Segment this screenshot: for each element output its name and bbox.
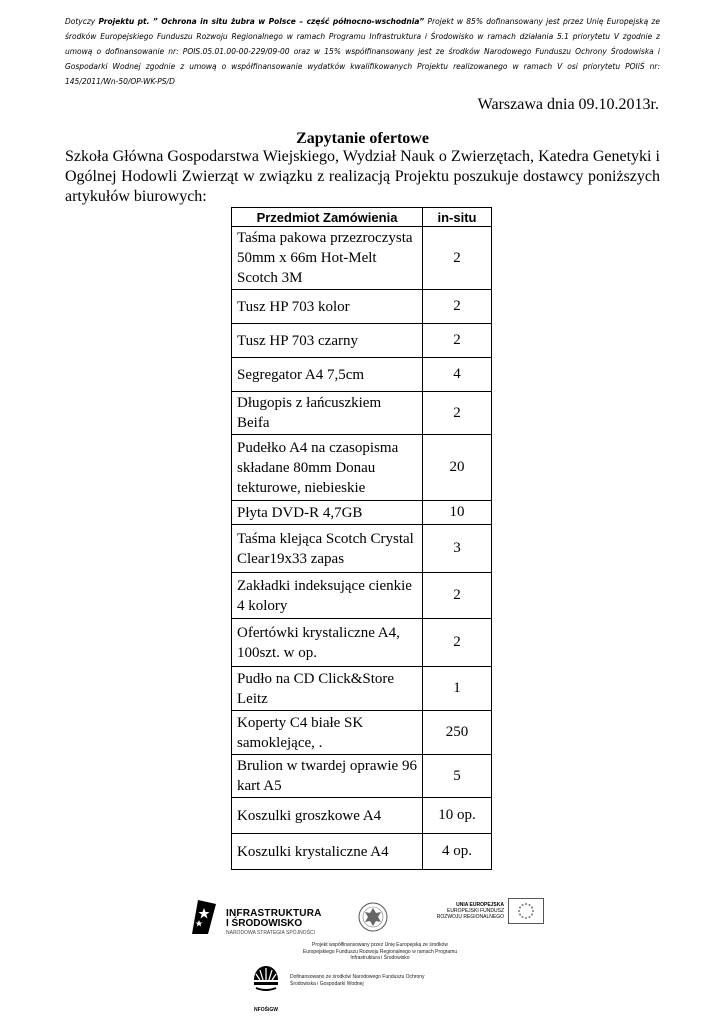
document-title: Zapytanie ofertowe (296, 130, 429, 147)
footer-logos (0, 890, 725, 1024)
eu-line-2: EUROPEJSKI FUNDUSZ (447, 908, 504, 914)
item-quantity: 5 (423, 755, 492, 798)
item-name: Koszulki krystaliczne A4 (232, 834, 423, 870)
table-row (232, 435, 492, 501)
eu-logo (432, 898, 542, 928)
item-name: Zakładki indeksujące cienkie 4 kolory (232, 573, 423, 619)
table-row (232, 755, 492, 798)
item-name: Taśma klejąca Scotch Crystal Clear19x33 zapas (232, 525, 423, 573)
document-date: Warszawa dnia 09.10.2013r. (477, 96, 659, 113)
nfosigw-cofinancing-note: Dofinansowano ze środków Narodowego Funduszu Ochrony Środowiska i Gospodarki Wodnej (290, 974, 425, 987)
item-name: Pudło na CD Click&Store Leitz (232, 667, 423, 711)
project-header-note (65, 14, 660, 89)
infrastruktura-srodowisko-logo (190, 896, 330, 940)
project-name: Projektu pt. ” Ochrona in situ żubra w Polsce – część północno-wschodnia” (98, 17, 425, 26)
item-name: Segregator A4 7,5cm (232, 358, 423, 392)
item-quantity: 4 (423, 358, 492, 392)
nfosigw-logo (251, 962, 281, 1013)
item-name: Tusz HP 703 czarny (232, 324, 423, 358)
order-items-table (231, 207, 492, 870)
eu-logo-text (432, 902, 504, 920)
eu-line-3: ROZWOJU REGIONALNEGO (436, 914, 504, 920)
header-funding-text: Projekt w 85% dofinansowany jest przez Unię Europejską ze środków Europejskiego Funduszu Rozwoju Regionalnego w ramach Programu Infrastruktura i Środowisko w ramach działania 5.1 priorytetu V zgodnie z umową o dofinansowanie nr: POIS.05.01.00-00-229/09-00 oraz w 15% współfinansowany jest ze środków Narodowego Funduszu Ochrony Środowiska i Gospodarki Wodnej zgodnie z umową o współfinansowanie wydatków kwalifikowanych Projektu realizowanego w ramach V osi priorytetu POIiŚ nr: 145/2011/Wn-50/OP-WK-PS/D (65, 17, 660, 86)
item-name: Tusz HP 703 kolor (232, 290, 423, 324)
table-row (232, 573, 492, 619)
table-row (232, 324, 492, 358)
item-quantity: 10 op. (423, 798, 492, 834)
table-row (232, 525, 492, 573)
item-name: Koperty C4 białe SK samoklejące, . (232, 711, 423, 755)
item-name: Płyta DVD-R 4,7GB (232, 501, 423, 525)
table-row (232, 392, 492, 435)
project-cofinancing-note: Projekt współfinansowany przez Unię Europejską ze środków Europejskiego Funduszu Rozwoju Regionalnego w ramach Programu Infrastruktura i Środowisko (302, 942, 458, 961)
item-name: Brulion w twardej oprawie 96 kart A5 (232, 755, 423, 798)
item-name: Długopis z łańcuszkiem Beifa (232, 392, 423, 435)
table-header-row (232, 208, 492, 227)
table-row (232, 798, 492, 834)
item-quantity: 3 (423, 525, 492, 573)
item-quantity: 2 (423, 619, 492, 667)
item-name: Pudełko A4 na czasopisma składane 80mm Donau tekturowe, niebieskie (232, 435, 423, 501)
ifs-line-3: NARODOWA STRATEGIA SPÓJNOŚCI (226, 930, 315, 936)
item-quantity: 4 op. (423, 834, 492, 870)
item-quantity: 2 (423, 290, 492, 324)
item-name: Taśma pakowa przezroczysta 50mm x 66m Hot-Melt Scotch 3M (232, 227, 423, 290)
column-header-item: Przedmiot Zamówienia (232, 208, 423, 227)
nfosigw-label: NFOŚiGW (254, 1007, 278, 1013)
flag-stars-icon (190, 896, 220, 936)
eu-line-1: UNIA EUROPEJSKA (456, 902, 504, 908)
table-row (232, 711, 492, 755)
nfosigw-icon (251, 962, 281, 1002)
item-quantity: 10 (423, 501, 492, 525)
table-row (232, 358, 492, 392)
table-row (232, 290, 492, 324)
item-quantity: 20 (423, 435, 492, 501)
column-header-quantity: in-situ (423, 208, 492, 227)
table-row (232, 619, 492, 667)
intro-paragraph: Szkoła Główna Gospodarstwa Wiejskiego, Wydział Nauk o Zwierzętach, Katedra Genetyki i Ogólnej Hodowli Zwierząt w związku z realizacją Projektu poszukuje dostawcy poniższych artykułów biurowych: (65, 148, 660, 205)
item-quantity: 2 (423, 573, 492, 619)
header-prefix: Dotyczy (65, 17, 99, 26)
ifs-line-2: I ŚRODOWISKO (226, 918, 303, 929)
table-row (232, 501, 492, 525)
item-name: Koszulki groszkowe A4 (232, 798, 423, 834)
polish-eagle-emblem-icon (358, 900, 388, 934)
item-quantity: 1 (423, 667, 492, 711)
table-row (232, 667, 492, 711)
table-row (232, 834, 492, 870)
item-quantity: 2 (423, 227, 492, 290)
item-name: Ofertówki krystaliczne A4, 100szt. w op. (232, 619, 423, 667)
item-quantity: 2 (423, 324, 492, 358)
eu-flag-icon (508, 898, 544, 924)
ifs-line-1: INFRASTRUKTURA (226, 908, 322, 919)
item-quantity: 2 (423, 392, 492, 435)
item-quantity: 250 (423, 711, 492, 755)
table-row (232, 227, 492, 290)
